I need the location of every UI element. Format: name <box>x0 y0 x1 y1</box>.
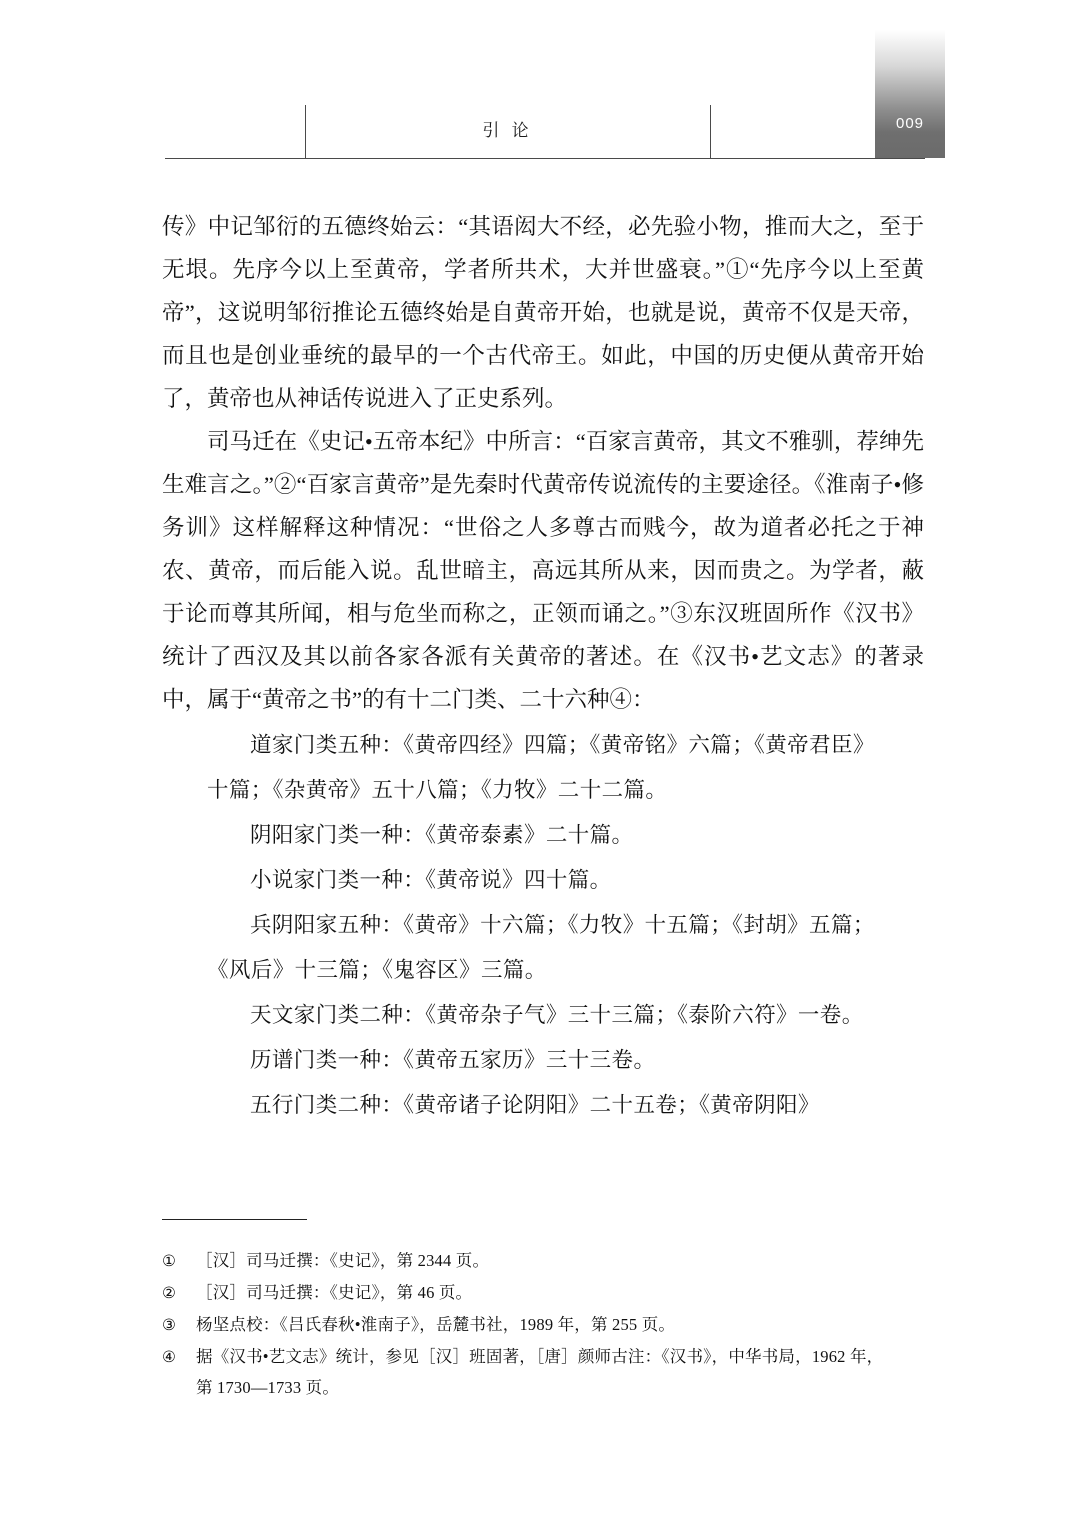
quote-line: 阴阳家门类一种：《黄帝泰素》二十篇。 <box>250 823 634 848</box>
header-rule-left <box>165 158 710 159</box>
header-divider-right <box>710 105 711 159</box>
quote-line: 历谱门类一种：《黄帝五家历》三十三卷。 <box>250 1048 656 1073</box>
quote-line: 五行门类二种：《黄帝诸子论阴阳》二十五卷；《黄帝阴阳》 <box>250 1093 820 1118</box>
footnote-list <box>162 1245 924 1403</box>
footnote-text <box>196 1341 924 1403</box>
footnote-marker: ① <box>162 1253 176 1270</box>
footnote-text-line2: 第 1730—1733 页。 <box>196 1378 340 1397</box>
footnote-text: 杨坚点校：《吕氏春秋•淮南子》，岳麓书社，1989 年，第 255 页。 <box>196 1315 676 1334</box>
page-header <box>165 100 925 162</box>
footnote-text: ［汉］司马迁撰：《史记》，第 46 页。 <box>196 1283 473 1302</box>
footnote-text-line1: 据《汉书•艺文志》统计，参见［汉］班固著，［唐］颜师古注：《汉书》，中华书局，1962 年， <box>196 1347 884 1366</box>
footnote-item <box>162 1309 924 1341</box>
footnote-item <box>162 1341 924 1403</box>
footnote-text: ［汉］司马迁撰：《史记》，第 2344 页。 <box>196 1251 490 1270</box>
quote-line: 兵阴阳家五种：《黄帝》十六篇；《力牧》十五篇；《封胡》五篇； <box>250 913 875 938</box>
running-head-title: 引 论 <box>482 121 533 140</box>
footnote-item <box>162 1245 924 1277</box>
quote-line: 小说家门类一种：《黄帝说》四十篇。 <box>250 868 612 893</box>
header-rule-right <box>710 158 925 159</box>
quote-line: 天文家门类二种：《黄帝杂子气》三十三篇；《泰阶六符》一卷。 <box>250 1003 864 1028</box>
footnote-marker: ④ <box>162 1349 176 1366</box>
footnote-item <box>162 1277 924 1309</box>
footnote-marker: ③ <box>162 1317 176 1334</box>
footnote-marker: ② <box>162 1285 176 1302</box>
footnote-separator <box>162 1219 307 1220</box>
paragraph-2: 司马迁在《史记•五帝本纪》中所言：“百家言黄帝，其文不雅驯，荐绅先生难言之。”②“百家言黄帝”是先秦时代黄帝传说流传的主要途径。《淮南子•修务训》这样解释这种情况：“世俗之人多尊古而贱今，故为道者必托之于神农、黄帝，而后能入说。乱世暗主，高远其所从来，因而贵之。为学者，蔽于论而尊其所闻，相与危坐而称之，正领而诵之。”③东汉班固所作《汉书》统计了西汉及其以前各家各派有关黄帝的著述。在《汉书•艺文志》的著录中，属于“黄帝之书”的有十二门类、二十六种④： <box>162 429 924 712</box>
quote-line: 《风后》十三篇；《鬼容区》三篇。 <box>207 958 547 983</box>
page-number: 009 <box>895 115 925 132</box>
page-number-tab <box>875 30 945 158</box>
quoted-list <box>162 723 924 1128</box>
quote-line: 道家门类五种：《黄帝四经》四篇；《黄帝铭》六篇；《黄帝君臣》 <box>250 733 875 758</box>
quote-line: 十篇；《杂黄帝》五十八篇；《力牧》二十二篇。 <box>207 778 668 803</box>
page-body <box>162 205 924 1128</box>
paragraph-1: 传》中记邹衍的五德终始云：“其语闳大不经，必先验小物，推而大之，至于无垠。先序今以上至黄帝，学者所共术，大并世盛衰。”①“先序今以上至黄帝”，这说明邹衍推论五德终始是自黄帝开始，也就是说，黄帝不仅是天帝，而且也是创业垂统的最早的一个古代帝王。如此，中国的历史便从黄帝开始了，黄帝也从神话传说进入了正史系列。 <box>162 214 924 411</box>
